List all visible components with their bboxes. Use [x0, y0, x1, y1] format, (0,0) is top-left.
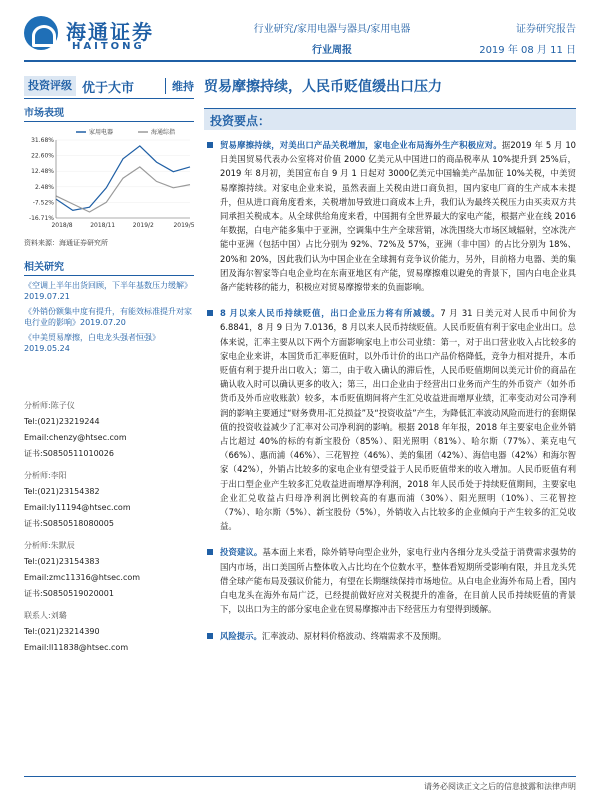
analyst-card	[24, 468, 194, 532]
y-tick-label: 22.60%	[31, 152, 54, 160]
analyst-list	[24, 398, 194, 662]
x-tick-label: 2019/5	[173, 222, 194, 229]
report-date: 2019 年 08 月 11 日	[479, 45, 576, 56]
page-footer	[24, 776, 576, 791]
contact-card	[24, 608, 194, 656]
y-tick-label: -7.52%	[32, 199, 54, 207]
legend-label: 海通综指	[151, 129, 176, 136]
analyst-cert: 证书:S0850519020001	[24, 589, 114, 598]
square-bullet-icon	[207, 310, 213, 316]
analyst-cert: 证书:S0850518080005	[24, 519, 114, 528]
analyst-email[interactable]: Email:chenzy@htsec.com	[24, 433, 127, 442]
haitong-logo-icon	[24, 16, 58, 50]
header-category-block	[232, 20, 432, 56]
header-subcategory: 行业周报	[312, 45, 352, 56]
analyst-card	[24, 398, 194, 462]
paragraph-text: 7 月 31 日美元对人民币中间价为 6.8841，8 月 9 日为 7.0136，8 月以来人民币持续贬值。人民币贬值有利于家电企业出口。总体来说，汇率主要从以下两个方面影响家电上市公司业绩：第一，对于出口营业收入占比较多的家电企业来讲，本国货币汇率贬值时，以外币计价的出口产品价格降低，竞争力相对提升，本币贬值有利于提升出口收入；第二，由于收入确认的滞后性，人民币贬值期间以美元计价的商品在确认收入时可以确认更多的收入；第三，出口企业由于经营出口业务而产生的外币资产（如外币货币及外币应收账款）较多，本币贬值期间将产生汇兑收益进而增厚业绩，汇率变动对公司净利润的影响主要通过“财务费用-汇兑损益”及“投资收益”产生，为降低汇率波动风险而进行的套期保值的投资收益减少了汇率对公司净利润的影响。根据 2018 年年报，2018 年主要家电企业外销占比超过 40%的标的有新宝股份（85%）、阳光照明（81%）、哈尔斯（77%）、莱克电气（66%）、惠而浦（46%）、三花智控（46%）、美的集团（42%）、海信电器（42%）和海尔智家（42%），外销占比较多的家电企业有望受益于人民币贬值带来的收入增加。人民币贬值有利于出口型企业产生较多汇兑收益进而增厚净利润，2018 年人民币处于持续贬值期间，主要家电企业汇兑收益占归母净利润比例较高的有惠而浦（30%）、阳光照明（10%）、三花智控（7%）、哈尔斯（5%）、新宝股份（5%），外销收入占比较多的企业倾向于产生较多的汇兑收益。	[220, 308, 576, 532]
square-bullet-icon	[207, 142, 213, 148]
paragraph-lead: 贸易摩擦持续，对美出口产品关税增加，家电企业布局海外生产积极应对。	[220, 140, 502, 150]
contact-phone: Tel:(021)23214390	[24, 627, 100, 636]
logo-cn-text: 海通证券	[66, 20, 154, 44]
paragraph-text: 据2019 年 5 月 10 日美国贸易代表办公室将对价值 2000 亿美元从中国进口的商品税率从 10%提升到 25%后，2019 年 8月初，美国宣布自 9 月 1 日起对 3000亿美元中国输美产品加征 10%关税，中美贸易摩擦持续。对家电企业来说，虽然表面上关税由进口商负担，国内家电厂商的生产成本未提升，但从进口商角度看来，关税增加导致进口商成本上升，我们认为最终关税压力由买卖双方共同承担关税成本。从全球供给角度来看，中国拥有全世界最大的家电产能，根据产业在线 2016 年数据，白电产能多集中于亚洲，空调集中生产全球营销，冰洗围绕大市场区域辐射，空冰洗产能中亚洲（包括中国）占比分别为 92%、72%及 57%，亚洲（非中国）的占比分别为 18%、20%和 20%，因此我们认为中国企业在全球拥有竞争议价能力，另外，目前格力电器、美的集团及海尔智家等白电企业均在东南亚地区有产能，贸易摩擦难以避免的背景下，国内白电企业具备产能转移的能力，积极应对贸易摩擦带来的负面影响。	[220, 140, 576, 293]
rating-label: 投资评级	[24, 76, 76, 96]
paragraph-lead: 8 月以来人民币持续贬值，出口企业压力将有所减缓。	[220, 308, 441, 319]
report-title: 贸易摩擦持续，人民币贬值缓出口压力	[204, 79, 442, 95]
y-tick-label: -16.71%	[28, 215, 54, 222]
sidebar	[24, 104, 194, 354]
key-point-paragraph	[204, 545, 576, 616]
disclaimer-text: 请务必阅读正文之后的信息披露和法律声明	[424, 782, 576, 791]
paragraph-lead: 投资建议。	[220, 547, 263, 558]
market-chart	[24, 126, 194, 234]
market-section-title: 市场表现	[24, 104, 194, 122]
analyst-cert: 证书:S0850511010026	[24, 449, 114, 458]
chart-source: 资料来源：海通证券研究所	[24, 239, 108, 247]
paragraph-lead: 风险提示。	[220, 630, 262, 641]
contact-name: 联系人:刘璐	[24, 611, 67, 620]
analyst-card	[24, 538, 194, 602]
paragraph-text: 汇率波动、原材料价格波动、终端需求不及预期。	[261, 630, 447, 641]
related-research	[24, 258, 194, 354]
square-bullet-icon	[207, 633, 213, 639]
related-item[interactable]: 《空调上半年出货回顾，下半年基数压力缓解》2019.07.21	[24, 281, 192, 301]
key-point-paragraph	[204, 138, 576, 294]
analyst-phone: Tel:(021)23219244	[24, 417, 100, 426]
header-meta-block	[479, 20, 576, 56]
rating-value: 优于大市	[82, 80, 135, 96]
key-points-body	[204, 138, 576, 655]
y-tick-label: 31.68%	[31, 137, 54, 144]
analyst-phone: Tel:(021)23154382	[24, 487, 100, 496]
legend-label: 家用电器	[89, 129, 114, 136]
contact-email[interactable]: Email:ll11838@htsec.com	[24, 643, 129, 652]
y-tick-label: 2.48%	[34, 183, 54, 191]
rating-status: 维持	[165, 78, 194, 94]
x-tick-label: 2018/11	[90, 222, 116, 229]
header-divider	[24, 60, 576, 62]
analyst-email[interactable]: Email:ly11194@htsec.com	[24, 503, 131, 512]
analyst-phone: Tel:(021)23154383	[24, 557, 100, 566]
rating-divider	[24, 98, 194, 99]
key-point-paragraph	[204, 629, 576, 643]
related-item[interactable]: 《中美贸易摩擦，白电龙头强者恒强》2019.05.24	[24, 333, 160, 353]
key-point-paragraph	[204, 306, 576, 533]
haitong-logo	[24, 16, 204, 56]
analyst-name: 分析师:朱默辰	[24, 541, 75, 550]
analyst-email[interactable]: Email:zmc11316@htsec.com	[24, 573, 141, 582]
square-bullet-icon	[207, 549, 213, 555]
rating-bar	[24, 76, 194, 96]
series-line	[56, 167, 190, 212]
logo-en-text: HAITONG	[72, 41, 145, 52]
related-item[interactable]: 《外销份额集中度有提升，有能效标准提升对家电行业的影响》2019.07.20	[24, 307, 192, 327]
header-category: 行业研究/家用电器与器具/家用电器	[253, 24, 411, 35]
y-tick-label: 12.48%	[31, 168, 54, 176]
report-header	[0, 0, 600, 72]
analyst-name: 分析师:陈子仪	[24, 401, 75, 410]
analyst-name: 分析师:李阳	[24, 471, 67, 480]
market-chart-svg	[24, 126, 194, 234]
x-tick-label: 2018/8	[51, 222, 73, 229]
report-type: 证券研究报告	[516, 24, 576, 35]
key-points-header: 投资要点：	[204, 108, 576, 130]
x-tick-label: 2019/2	[132, 222, 154, 229]
paragraph-text: 基本面上来看，除外销导向型企业外，家电行业内各细分龙头受益于消费需求强势的国内市场，出口美国所占整体收入占比均在个位数水平，整体看短期所受影响有限，并且龙头凭借全球产能布局及强议价能力，有望在长期继续保持市场地位。从白电企业海外布局上看，国内白电龙头在海外布局广泛，已经提前做好应对关税提升的准备，在目前人民币持续贬值的背景下，以出口为主的部分家电企业在贸易摩擦冲击下经营压力有望得到缓解。	[220, 547, 577, 615]
related-section-title: 相关研究	[24, 258, 194, 276]
